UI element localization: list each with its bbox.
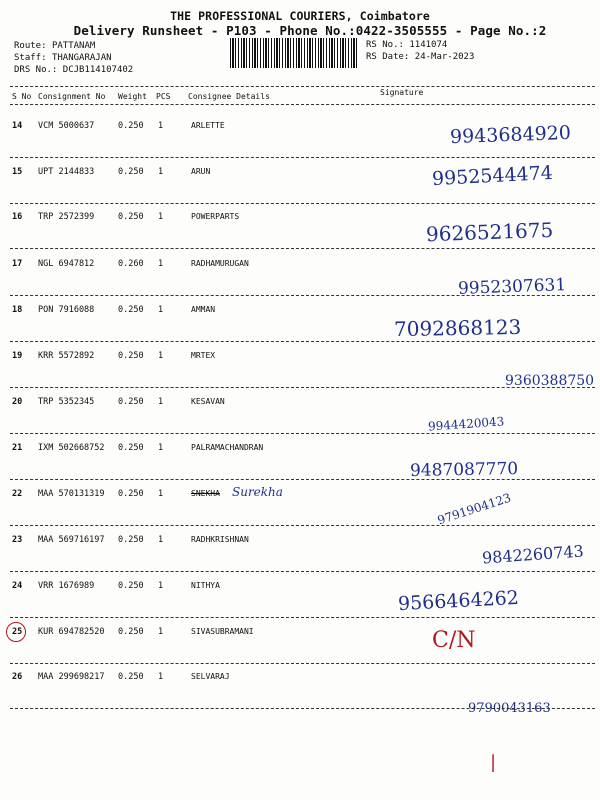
row-signature: 9952307631 [457,275,567,299]
row-signature: 9791904123 [435,490,513,528]
row-divider [10,617,595,618]
row-divider [10,203,595,204]
row-signature: 9944420043 [427,414,505,434]
row-pcs: 1 [158,212,164,222]
row-signature: 9626521675 [425,217,554,247]
row-consignee: RADHAMURUGAN [191,259,249,268]
row-signature: 9566464262 [397,586,520,616]
row-sno: 26 [12,672,23,682]
row-divider [10,571,595,572]
row-consignment: NGL 6947812 [38,259,95,269]
row-divider [10,295,595,296]
row-weight: 0.250 [118,212,144,222]
drs-value: DCJB114107402 [62,65,134,75]
row-consignment: VRR 1676989 [38,581,95,591]
rs-no-line: RS No.: 1141074 [366,40,448,50]
row-consignee: ARUN [191,167,211,176]
row-pcs: 1 [158,351,164,361]
col-weight: Weight [118,92,147,101]
row-weight: 0.250 [118,489,144,499]
row-divider [10,341,595,342]
row-signature: 9360388750 [505,373,595,389]
row-sno: 22 [12,489,23,499]
row-divider [10,387,595,388]
row-consignment: VCM 5000637 [38,121,95,131]
row-consignee: AMMAN [191,305,216,314]
staff-value: THANGARAJAN [51,53,112,63]
row-consignee: KESAVAN [191,397,225,406]
row-consignment: UPT 2144833 [38,167,95,177]
row-divider [10,525,595,526]
row-weight: 0.250 [118,627,144,637]
row-pcs: 1 [158,305,164,315]
row-pcs: 1 [158,627,164,637]
row-sno: 17 [12,259,23,269]
row-weight: 0.250 [118,167,144,177]
col-sno: S No [12,92,32,101]
row-sno: 20 [12,397,23,407]
row-sno: 19 [12,351,23,361]
row-divider [10,663,595,664]
row-signature: 9487087770 [409,459,519,481]
row-pcs: 1 [158,581,164,591]
row-consignee: ARLETTE [191,121,225,130]
row-pcs: 1 [158,259,164,269]
row-consignment: PON 7916088 [38,305,95,315]
row-sno: 16 [12,212,23,222]
row-weight: 0.250 [118,121,144,131]
row-signature: 7092868123 [393,314,522,342]
company-title: THE PROFESSIONAL COURIERS, Coimbatore [170,9,430,23]
row-consignment: TRP 2572399 [38,212,95,222]
consignee-correction-22: Surekha [232,485,283,499]
row-consignee: SIVASUBRAMANI [191,627,254,636]
route-value: PATTANAM [51,41,96,51]
row-divider [10,708,595,709]
row-consignee: MRTEX [191,351,216,360]
row-weight: 0.250 [118,351,144,361]
row-consignee: NITHYA [191,581,220,590]
route-line: Route: PATTANAM [14,41,96,51]
row-weight: 0.260 [118,259,144,269]
row-sno: 14 [12,121,23,131]
row-signature: 9952544474 [431,161,554,191]
row-divider [10,157,595,158]
row-sno: 15 [12,167,23,177]
header-divider-top [10,86,595,87]
row-weight: 0.250 [118,535,144,545]
row-consignment: TRP 5352345 [38,397,95,407]
row-weight: 0.250 [118,581,144,591]
row-sno: 24 [12,581,23,591]
rs-date-line: RS Date: 24-Mar-2023 [366,52,475,62]
row-consignee: POWERPARTS [191,212,240,221]
row-divider [10,479,595,480]
row-consignee: SNEKHA [191,489,220,498]
row-pcs: 1 [158,397,164,407]
rs-date-value: 24-Mar-2023 [414,52,475,62]
row-consignment: MAA 569716197 [38,535,105,545]
row-25-circle-mark [6,622,26,642]
row-signature: C/N [432,628,476,653]
red-tick-mark: | [490,752,497,773]
row-consignment: KUR 694782520 [38,627,105,637]
row-pcs: 1 [158,489,164,499]
row-signature: 9790043163 [468,701,551,716]
col-pcs: PCS [156,92,171,101]
row-weight: 0.250 [118,397,144,407]
barcode [230,38,358,68]
col-consignee: Consignee Details [188,92,270,101]
row-divider [10,248,595,249]
row-pcs: 1 [158,672,164,682]
row-pcs: 1 [158,167,164,177]
row-weight: 0.250 [118,443,144,453]
staff-line: Staff: THANGARAJAN [14,53,112,63]
header-divider-bottom [10,104,595,105]
row-pcs: 1 [158,535,164,545]
row-sno: 23 [12,535,23,545]
rs-no-value: 1141074 [409,40,448,50]
row-consignment: MAA 570131319 [38,489,105,499]
row-signature: 9842260743 [481,541,585,568]
row-consignment: KRR 5572892 [38,351,95,361]
runsheet-title: Delivery Runsheet - P103 - Phone No.:0422-3505555 - Page No.:2 [73,23,547,38]
drs-line: DRS No.: DCJB114107402 [14,65,134,75]
row-weight: 0.250 [118,672,144,682]
row-signature: 9943684920 [449,121,572,149]
row-consignee: PALRAMACHANDRAN [191,443,264,452]
row-pcs: 1 [158,121,164,131]
row-sno: 21 [12,443,23,453]
row-consignment: IXM 502668752 [38,443,105,453]
row-consignment: MAA 299698217 [38,672,105,682]
row-pcs: 1 [158,443,164,453]
row-sno: 18 [12,305,23,315]
row-weight: 0.250 [118,305,144,315]
col-consignment: Consignment No [38,92,106,101]
row-consignee: RADHKRISHNAN [191,535,249,544]
row-consignee: SELVARAJ [191,672,230,681]
row-sno: 25 [12,627,23,637]
row-divider [10,433,595,434]
col-signature: Signature [380,88,424,97]
